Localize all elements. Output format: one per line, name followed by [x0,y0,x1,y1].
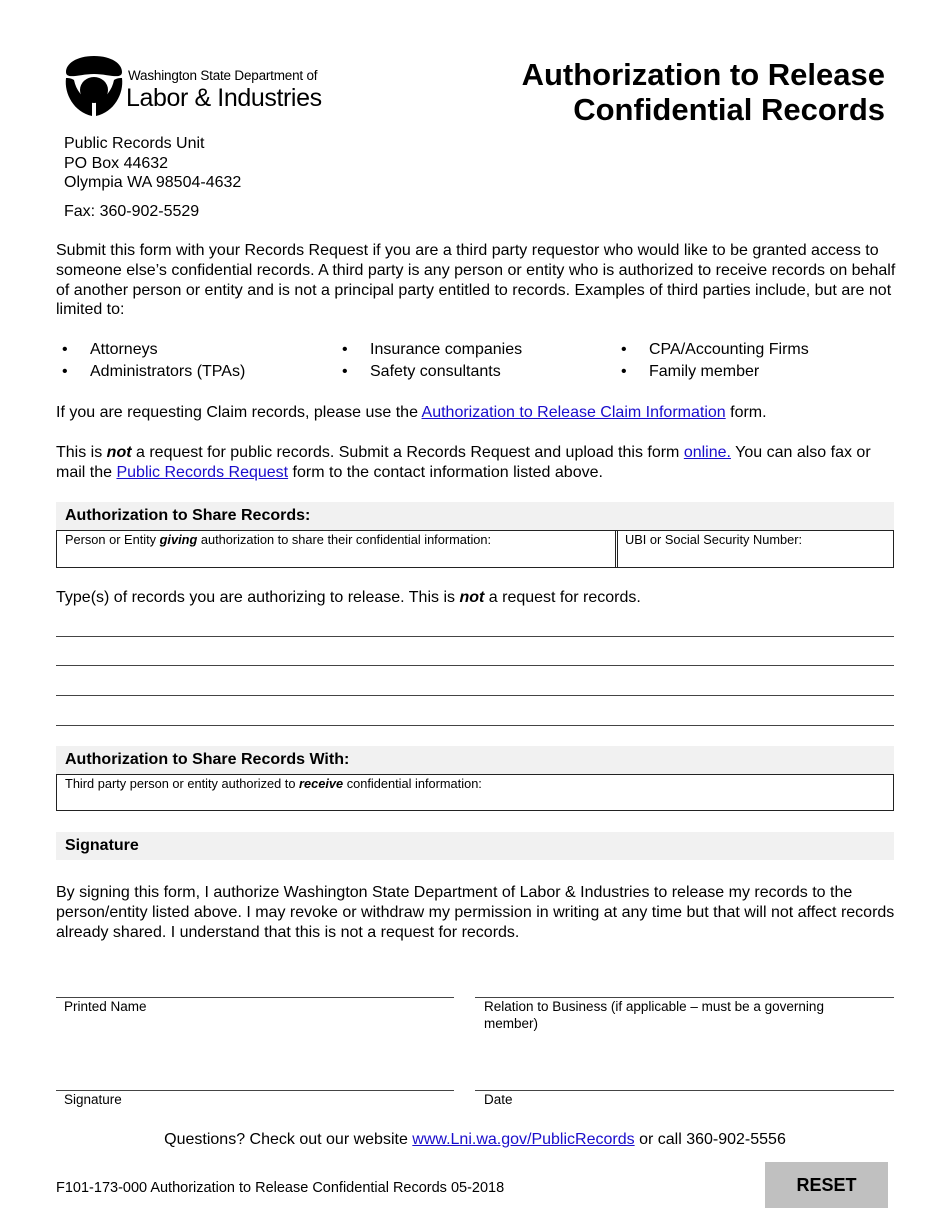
lni-logo-icon [62,54,126,118]
fax-number: Fax: 360-902-5529 [64,203,200,220]
record-types-line[interactable] [56,695,894,696]
date-label: Date [484,1092,513,1107]
form-id-footer: F101-173-000 Authorization to Release Confidential Records 05-2018 [56,1180,505,1196]
public-records-request-link[interactable]: Public Records Request [116,463,289,481]
ubi-ssn-field[interactable]: UBI or Social Security Number: [625,532,803,547]
third-party-examples: Attorneys Administrators (TPAs) Insurance companies Safety consultants CPA/Accounting Firms Family member [90,341,809,380]
share-with-heading: Authorization to Share Records With: [56,746,894,774]
questions-line: Questions? Check out our website www.Lni.wa.gov/PublicRecords or call 360-902-5556 [164,1131,786,1148]
signature-heading: Signature [56,832,894,860]
signature-label: Signature [64,1092,122,1107]
share-records-heading: Authorization to Share Records: [56,502,894,530]
intro-paragraph: Submit this form with your Records Request if you are a third party requestor who would like to be granted access to someone else’s confidential records. A third party is any person or entity who is authorized to receive records on behalf of another person or entity and is not a principal party entitled to records. Examples of third parties include, but are not limited to: [56,242,896,319]
giving-person-field[interactable]: Person or Entity giving authorization to share their confidential information: [65,532,492,547]
online-link[interactable]: online. [683,444,731,461]
record-types-line[interactable] [56,665,894,666]
printed-name-line[interactable] [56,997,454,998]
share-with-fields [56,774,894,811]
field-divider [615,531,616,567]
relation-label: Relation to Business (if applicable – must be a governing member) [484,999,824,1031]
signature-statement: By signing this form, I authorize Washington State Department of Labor & Industries to release my records to the person/entity listed above. I may revoke or withdraw my permission in writing at any time but that will not affect records already shared. I understand that this is not a request for records. [56,884,895,941]
record-types-line[interactable] [56,725,894,726]
relation-line[interactable] [475,997,894,998]
printed-name-label: Printed Name [64,999,147,1014]
claim-records-paragraph: If you are requesting Claim records, please use the Authorization to Release Claim Information form. [56,404,767,421]
share-records-fields [56,530,894,568]
signature-line[interactable] [56,1090,454,1091]
claim-authorization-link[interactable]: Authorization to Release Claim Information [421,404,726,421]
receiving-party-field[interactable]: Third party person or entity authorized to receive confidential information: [65,776,482,791]
not-public-request-paragraph: This is not a request for public records. Submit a Records Request and upload this form online. You can also fax or mail the Public Records Request form to the contact information listed above. [56,444,871,481]
form-title-line-2: Confidential Records [573,92,885,127]
lni-logo [62,54,342,118]
form-title [522,57,885,127]
mailing-address [64,134,241,193]
lni-website-link[interactable]: www.Lni.wa.gov/PublicRecords [412,1131,635,1148]
record-types-line[interactable] [56,636,894,637]
address-unit: Public Records Unit [64,135,205,152]
address-po-box: PO Box 44632 [64,154,169,172]
logo-line-2: Labor & Industries [126,84,322,112]
record-types-label: Type(s) of records you are authorizing to release. This is not a request for records. [56,589,641,606]
address-city: Olympia WA 98504-4632 [64,174,242,191]
date-line[interactable] [475,1090,894,1091]
reset-button[interactable]: RESET [765,1162,888,1208]
logo-line-1: Washington State Department of [128,68,318,83]
form-title-line-1: Authorization to Release [521,57,885,92]
